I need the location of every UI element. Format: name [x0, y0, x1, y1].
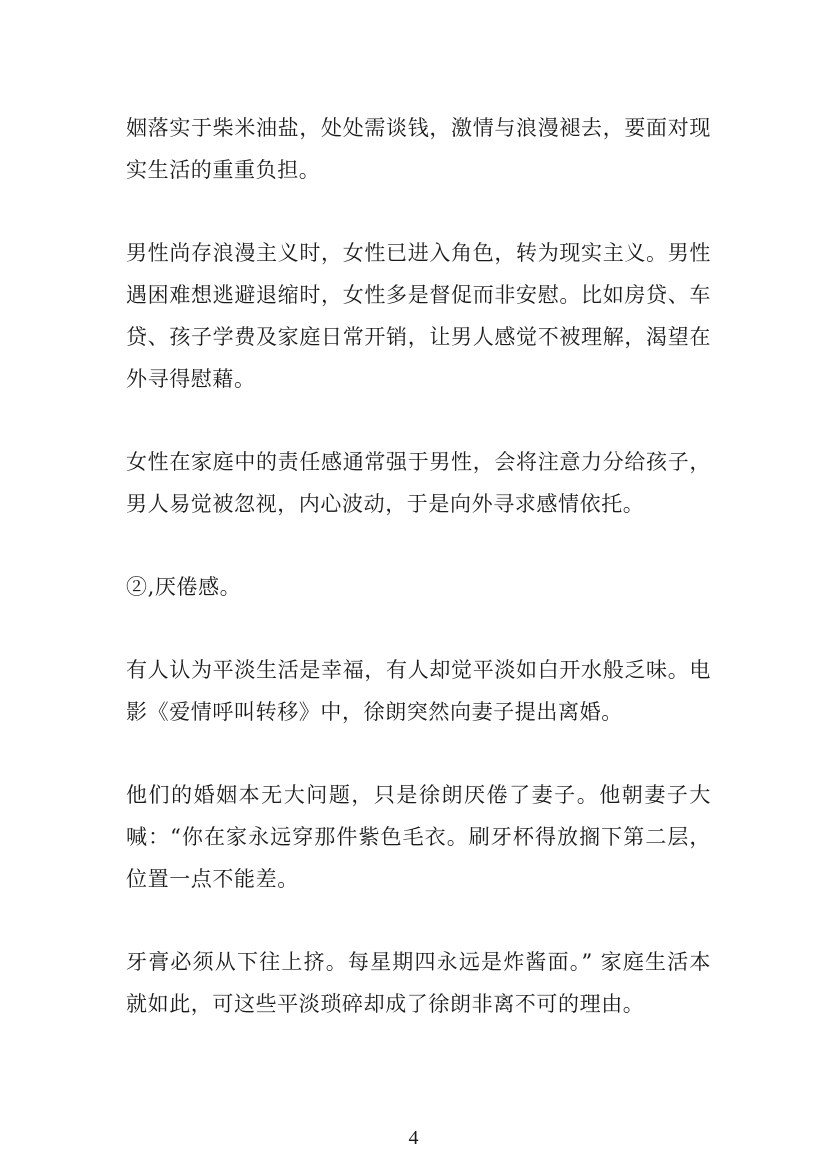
document-body	[126, 107, 711, 1066]
paragraph: 他们的婚姻本无大问题，只是徐朗厌倦了妻子。他朝妻子大喊：“你在家永远穿那件紫色毛衣。刷牙杯得放搁下第二层，位置一点不能差。	[126, 783, 711, 891]
page-number: 4	[408, 1127, 419, 1149]
paragraph: 姻落实于柴米油盐，处处需谈钱，激情与浪漫褪去，要面对现实生活的重重负担。	[126, 116, 711, 182]
paragraph: 有人认为平淡生活是幸福，有人却觉平淡如白开水般乏味。电影《爱情呼叫转移》中，徐朗突然向妻子提出离婚。	[126, 658, 711, 724]
paragraph: 男性尚存浪漫主义时，女性已进入角色，转为现实主义。男性遇困难想逃避退缩时，女性多是督促而非安慰。比如房贷、车贷、孩子学费及家庭日常开销，让男人感觉不被理解，渴望在外寻得慰藉。	[126, 241, 711, 391]
section-heading: ②,厌倦感。	[126, 575, 242, 599]
paragraph: 女性在家庭中的责任感通常强于男性，会将注意力分给孩子，男人易觉被忽视，内心波动，于是向外寻求感情依托。	[126, 450, 711, 516]
paragraph: 牙膏必须从下往上挤。每星期四永远是炸酱面。” 家庭生活本就如此，可这些平淡琐碎却成了徐朗非离不可的理由。	[126, 950, 711, 1016]
